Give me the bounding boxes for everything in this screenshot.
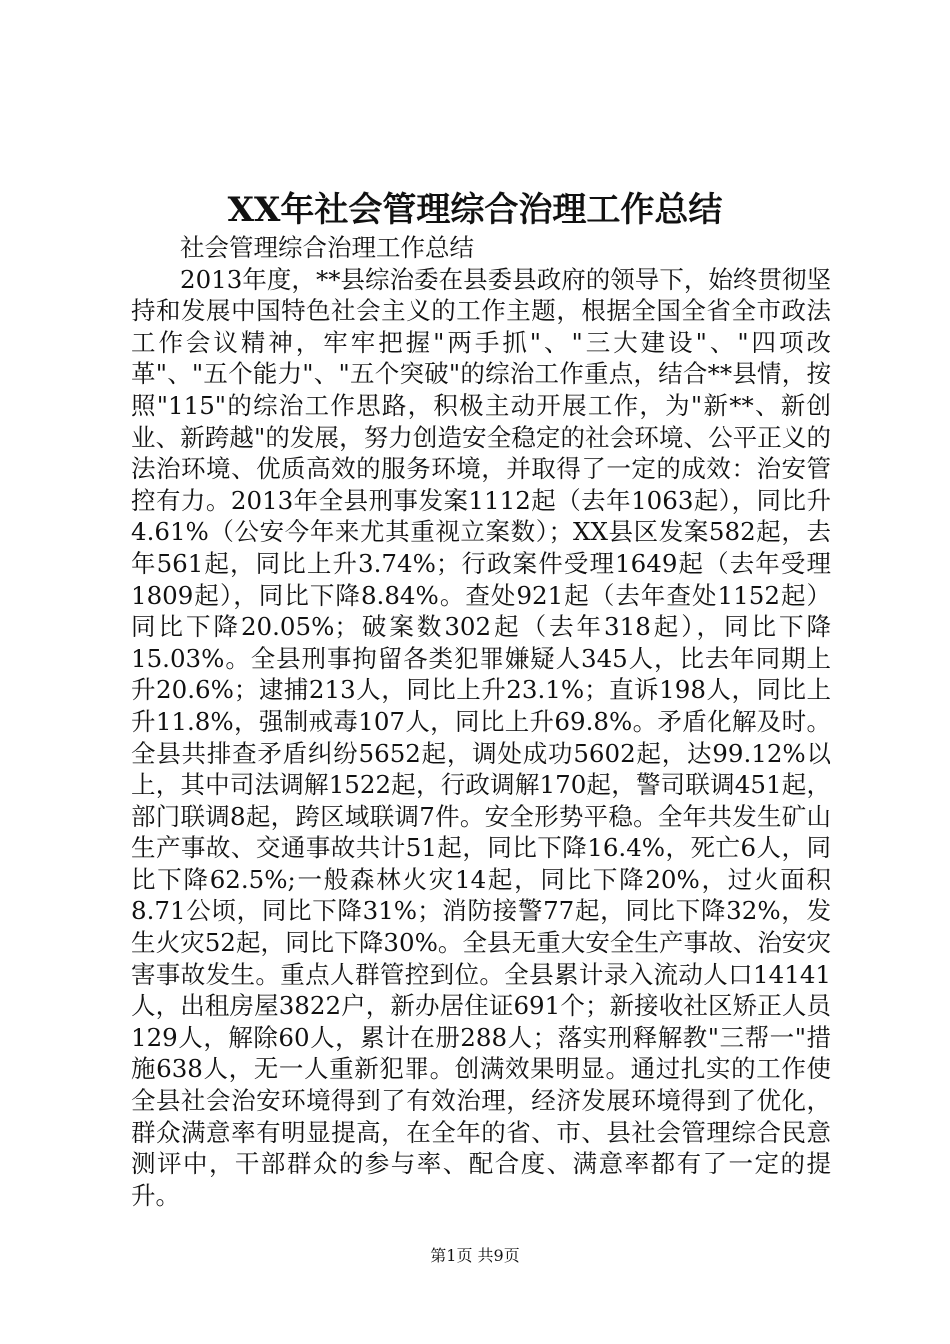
page-indicator: 第1页 共9页 [430,1246,520,1265]
document-subtitle: 社会管理综合治理工作总结 [180,233,474,262]
document-body [131,232,831,1211]
body-paragraph: 2013年度，**县综治委在县委县政府的领导下，始终贯彻坚持和发展中国特色社会主义的工作主题，根据全国全省全市政法工作会议精神，牢牢把握"两手抓"、"三大建设"、"四项改革"、"五个能力"、"五个突破"的综治工作重点，结合**县情，按照"115"的综治工作思路，积极主动开展工作，为"新**、新创业、新跨越"的发展，努力创造安全稳定的社会环境、公平正义的法治环境、优质高效的服务环境，并取得了一定的成效：治安管控有力。2013年全县刑事发案1112起（去年1063起），同比升4.61%（公安今年来尤其重视立案数）；XX县区发案582起，去年561起，同比上升3.74%；行政案件受理1649起（去年受理1809起），同比下降8.84%。查处921起（去年查处1152起）同比下降20.05%；破案数302起（去年318起），同比下降15.03%。全县刑事拘留各类犯罪嫌疑人345人，比去年同期上升20.6%；逮捕213人，同比上升23.1%；直诉198人，同比上升11.8%，强制戒毒107人，同比上升69.8%。矛盾化解及时。全县共排查矛盾纠纷5652起，调处成功5602起，达99.12%以上，其中司法调解1522起，行政调解170起，警司联调451起，部门联调8起，跨区域联调7件。安全形势平稳。全年共发生矿山生产事故、交通事故共计51起，同比下降16.4%，死亡6人，同比下降62.5%;一般森林火灾14起，同比下降20%，过火面积8.71公顷，同比下降31%；消防接警77起，同比下降32%，发生火灾52起，同比下降30%。全县无重大安全生产事故、治安灾害事故发生。重点人群管控到位。全县累计录入流动人口14141人，出租房屋3822户，新办居住证691个；新接收社区矫正人员129人，解除60人，累计在册288人；落实刑释解教"三帮一"措施638人，无一人重新犯罪。创满效果明显。通过扎实的工作使全县社会治安环境得到了有效治理，经济发展环境得到了优化，群众满意率有明显提高，在全年的省、市、县社会管理综合民意测评中，干部群众的参与率、配合度、满意率都有了一定的提升。 [131,264,831,1210]
document-title: XX年社会管理综合治理工作总结 [227,190,723,230]
